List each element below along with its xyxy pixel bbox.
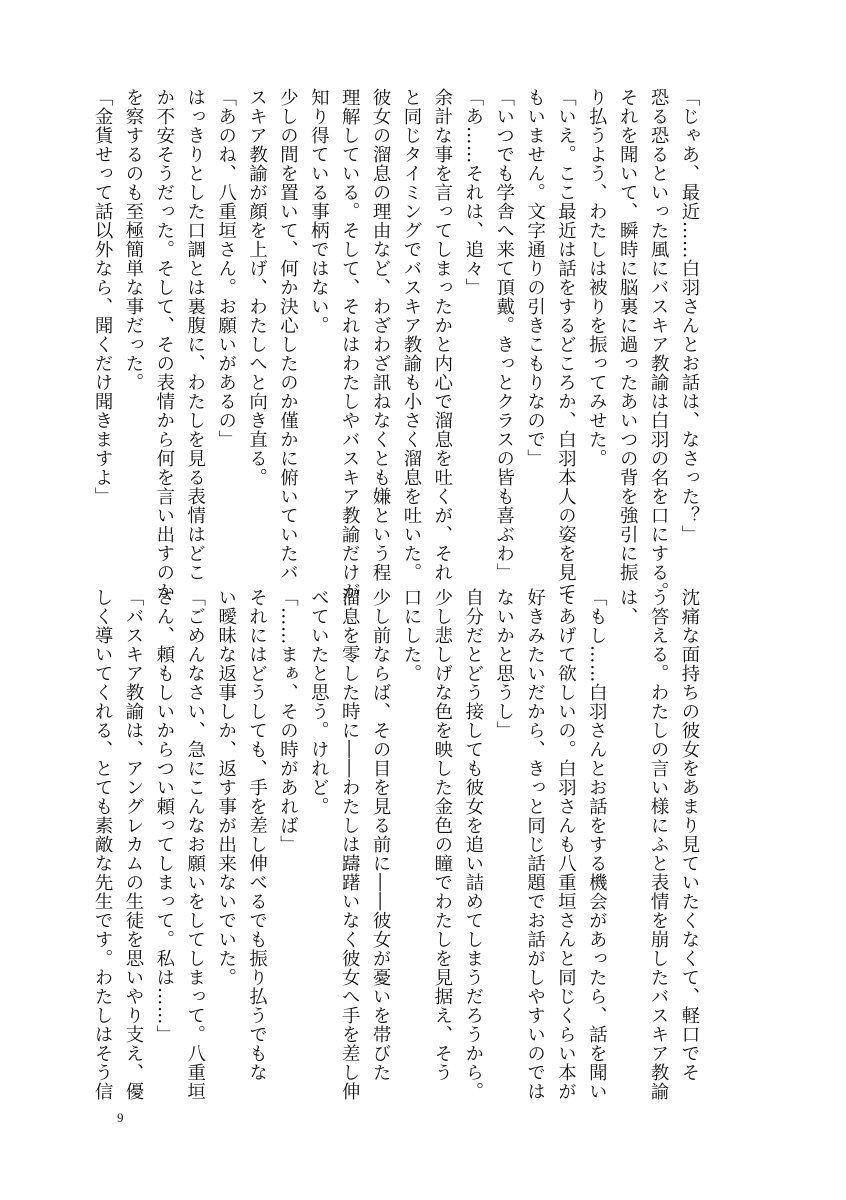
text-line: 「バスキア教諭は、アングレカムの生徒を思いやり支え、優 bbox=[122, 588, 144, 1101]
text-line: 自分だとどう接しても彼女を追い詰めてしまうだろうから。 bbox=[462, 588, 484, 1101]
text-line: か不安そうだった。そして、その表情から何を言い出すのか bbox=[153, 88, 175, 601]
text-block-bottom bbox=[80, 588, 700, 1101]
text-line: と同じタイミングでバスキア教諭も小さく溜息を吐いた。 bbox=[400, 88, 422, 582]
text-line: 好きみたいだから、きっと同じ話題でお話がしやすいのでは bbox=[524, 588, 546, 1101]
text-line: 「もし……白羽さんとお話をする機会があったら、話を聞い bbox=[586, 588, 608, 1101]
text-line: 少し前ならば、その目を見る前に――彼女が憂いを帯びた bbox=[370, 588, 392, 1082]
text-line: 口にした。 bbox=[400, 588, 422, 683]
text-line: べていたと思う。けれど。 bbox=[308, 588, 330, 816]
text-line: はっきりとした口調とは裏腹に、わたしを見る表情はどこ bbox=[184, 88, 206, 582]
text-line: 「あ……それは、追々」 bbox=[462, 88, 484, 297]
text-line: 恐る恐るといった風にバスキア教諭は白羽の名を口にする。 bbox=[648, 88, 670, 601]
text-line: しく導いてくれる、とても素敵な先生です。わたしはそう信 bbox=[92, 588, 114, 1101]
text-line: い曖昧な返事しか、返す事が出来ないでいた。 bbox=[215, 588, 237, 987]
text-line: てあげて欲しいの。白羽さんも八重垣さんと同じくらい本が bbox=[555, 588, 577, 1101]
text-line: 「あのね、八重垣さん。お願いがあるの」 bbox=[215, 88, 237, 449]
text-line: は、 bbox=[617, 588, 639, 626]
text-line: 彼女の溜息の理由など、わざわざ訊ねなくとも嫌という程 bbox=[370, 88, 392, 582]
text-line: 沈痛な面持ちの彼女をあまり見ていたくなくて、軽口でそ bbox=[679, 588, 700, 1082]
text-line: 「ごめんなさい、急にこんなお願いをしてしまって。八重垣 bbox=[184, 588, 206, 1101]
text-block-top bbox=[80, 88, 700, 601]
text-line: 少しの間を置いて、何か決心したのか僅かに俯いていたバ bbox=[277, 88, 299, 582]
text-line: それにはどうしても、手を差し伸べるでも振り払うでもな bbox=[246, 588, 268, 1082]
text-line: 知り得ている事柄ではない。 bbox=[308, 88, 330, 335]
text-line: もいません。文字通りの引きこもりなので」 bbox=[524, 88, 546, 468]
text-line: ないかと思うし」 bbox=[493, 588, 515, 740]
text-line: 「いつでも学舎へ来て頂戴。きっとクラスの皆も喜ぶわ」 bbox=[493, 88, 515, 582]
text-line: 余計な事を言ってしまったかと内心で溜息を吐くが、それ bbox=[431, 88, 453, 582]
text-line: それを聞いて、瞬時に脳裏に過ったあいつの背を強引に振 bbox=[617, 88, 639, 582]
text-line: 「じゃあ、最近……白羽さんとお話は、なさった？」 bbox=[679, 88, 700, 544]
text-line: 「いえ。ここ最近は話をするどころか、白羽本人の姿を見て bbox=[555, 88, 577, 601]
text-line: を察するのも至極簡単な事だった。 bbox=[122, 88, 144, 392]
text-line: さん、頼もしいからつい頼ってしまって。私は……」 bbox=[153, 588, 175, 1044]
text-line: 「……まぁ、その時があれば」 bbox=[277, 588, 299, 854]
text-line: 溜息を零した時に――わたしは躊躇いなく彼女へ手を差し伸 bbox=[339, 588, 361, 1101]
text-line: 理解している。そして、それはわたしやバスキア教諭だけが bbox=[339, 88, 361, 601]
text-line: り払うよう、わたしは被りを振ってみせた。 bbox=[586, 88, 608, 468]
text-line: スキア教諭が顔を上げ、わたしへと向き直る。 bbox=[246, 88, 268, 487]
text-line: う答える。わたしの言い様にふと表情を崩したバスキア教諭 bbox=[648, 588, 670, 1101]
page-number: 9 bbox=[117, 1110, 124, 1125]
text-line: 「金貨せって話以外なら、聞くだけ聞きますよ」 bbox=[92, 88, 114, 506]
text-line: 少し悲しげな色を映した金色の瞳でわたしを見据え、そう bbox=[431, 588, 453, 1082]
